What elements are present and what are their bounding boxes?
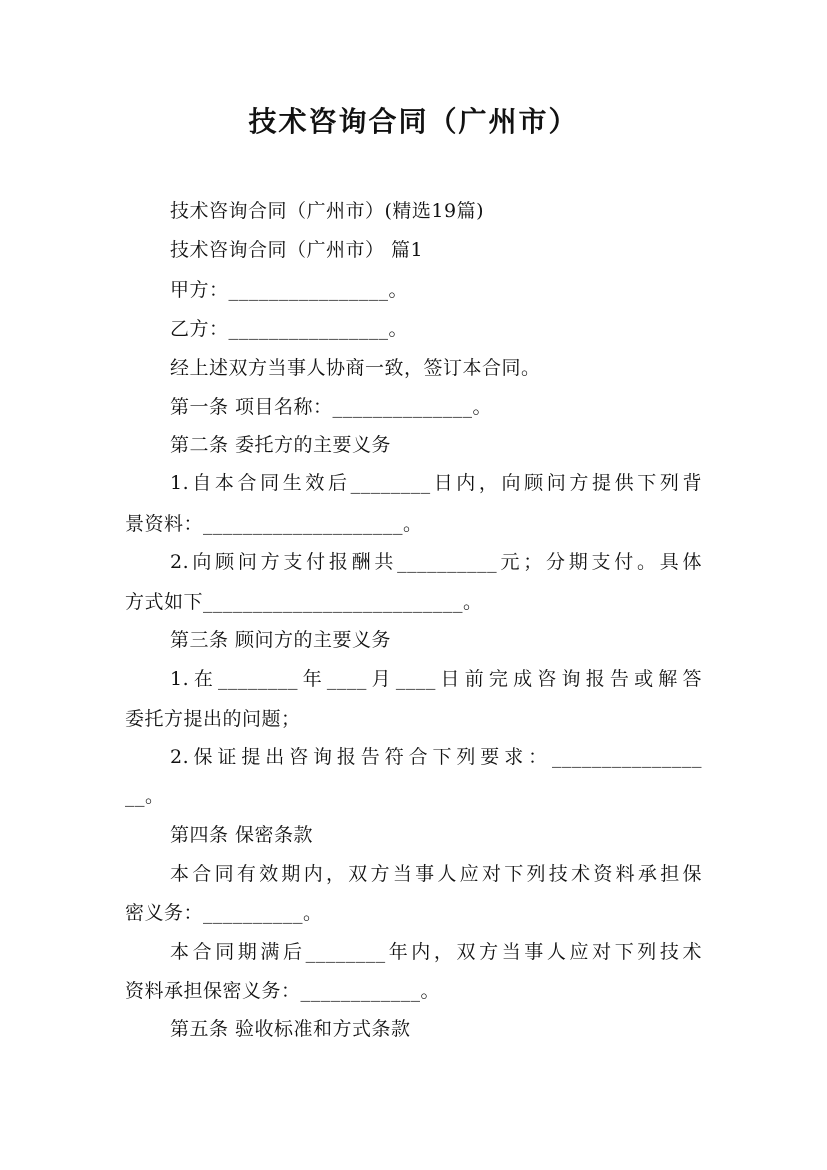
party-a-line: 甲方：________________。 [170,279,409,301]
article-1-line: 第一条 项目名称：______________。 [170,396,493,418]
subtitle-line: 技术咨询合同（广州市）(精选19篇) [170,200,485,222]
article-3-heading: 第三条 顾问方的主要义务 [170,629,392,651]
article-3-item-1-line-2: 委托方提出的问题； [125,708,301,730]
article-2-item-1-line-1: 1.自本合同生效后________日内，向顾问方提供下列背 [170,472,702,494]
article-4-para-1-line-2: 密义务：__________。 [125,902,323,924]
article-3-item-1-line-1: 1.在________年____月____日前完成咨询报告或解答 [170,668,702,690]
article-4-para-2-line-2: 资料承担保密义务：____________。 [125,980,441,1002]
article-4-heading: 第四条 保密条款 [170,824,314,846]
article-2-item-1-line-2: 景资料：____________________。 [125,513,423,535]
document-title: 技术咨询合同（广州市） [248,105,579,138]
article-3-item-2-line-2: __。 [125,785,165,807]
section-heading-line: 技术咨询合同（广州市） 篇1 [170,239,424,261]
article-2-heading: 第二条 委托方的主要义务 [170,434,392,456]
agreement-line: 经上述双方当事人协商一致，签订本合同。 [170,357,541,379]
party-b-line: 乙方：________________。 [170,318,409,340]
article-5-heading: 第五条 验收标准和方式条款 [170,1018,411,1040]
article-4-para-1-line-1: 本合同有效期内，双方当事人应对下列技术资料承担保 [170,863,702,885]
article-2-item-2-line-1: 2.向顾问方支付报酬共__________元；分期支付。具体 [170,551,702,573]
article-4-para-2-line-1: 本合同期满后________年内，双方当事人应对下列技术 [170,941,702,963]
article-2-item-2-line-2: 方式如下__________________________。 [125,591,483,613]
article-3-item-2-line-1: 2.保证提出咨询报告符合下列要求：_______________ [170,746,702,768]
